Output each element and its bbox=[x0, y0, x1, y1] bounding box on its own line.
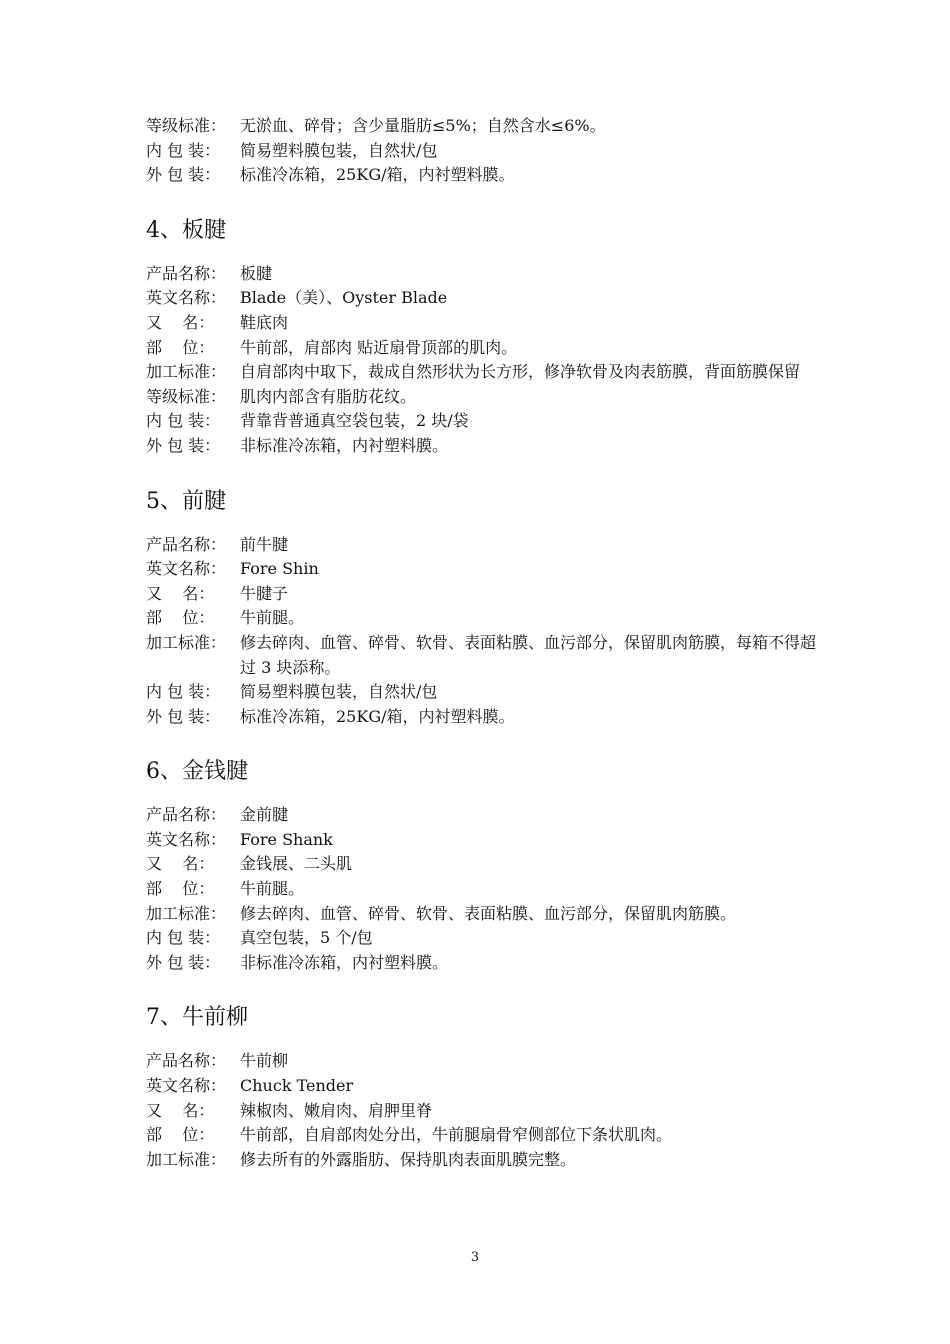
field-value: 修去碎肉、血管、碎骨、软骨、表面粘膜、血污部分，保留肌肉筋膜。 bbox=[240, 903, 737, 923]
field-row bbox=[146, 286, 816, 311]
intro-row-grade bbox=[146, 114, 816, 139]
field-label: 加工标准： bbox=[146, 1149, 227, 1169]
section-heading: 5、前腱 bbox=[146, 488, 226, 514]
field-row bbox=[146, 926, 816, 951]
field-label: 又 名： bbox=[146, 583, 215, 603]
field-row bbox=[146, 385, 816, 410]
section-heading: 7、牛前柳 bbox=[146, 1005, 248, 1031]
field-value: Chuck Tender bbox=[240, 1076, 354, 1096]
field-value: 真空包装，5 个/包 bbox=[240, 928, 373, 948]
field-row bbox=[146, 852, 816, 877]
field-label: 部 位： bbox=[146, 879, 215, 899]
field-row bbox=[146, 606, 816, 631]
field-value: 牛前部，自肩部肉处分出，牛前腿扇骨窄侧部位下条状肌肉。 bbox=[240, 1125, 673, 1145]
field-label: 外 包 装： bbox=[146, 435, 221, 455]
field-label: 英文名称： bbox=[146, 1076, 227, 1096]
field-value: 前牛腱 bbox=[240, 534, 289, 554]
field-row bbox=[146, 1099, 816, 1124]
field-label: 内 包 装： bbox=[146, 411, 221, 431]
field-value: 牛前腿。 bbox=[240, 879, 305, 899]
field-value: 非标准冷冻箱，内衬塑料膜。 bbox=[240, 435, 449, 455]
field-row bbox=[146, 877, 816, 902]
section-blade bbox=[146, 216, 816, 459]
field-label: 产品名称： bbox=[146, 1051, 227, 1071]
field-value: 鞋底肉 bbox=[240, 312, 289, 332]
field-label: 外 包 装： bbox=[146, 706, 221, 726]
field-label: 又 名： bbox=[146, 312, 215, 332]
field-value: 金钱展、二头肌 bbox=[240, 854, 353, 874]
document-body bbox=[146, 114, 816, 1172]
field-label: 英文名称： bbox=[146, 559, 227, 579]
field-value: 自肩部肉中取下，裁成自然形状为长方形，修净软骨及肉表筋膜，背面筋膜保留 bbox=[240, 362, 801, 382]
field-value: Blade（美）、Oyster Blade bbox=[240, 288, 448, 308]
field-value: 肌肉内部含有脂肪花纹。 bbox=[240, 386, 417, 406]
field-label: 加工标准： bbox=[146, 632, 227, 652]
field-row bbox=[146, 336, 816, 361]
field-row bbox=[146, 1148, 816, 1173]
field-value: 背靠背普通真空袋包装，2 块/袋 bbox=[240, 411, 469, 431]
field-value: 辣椒肉、嫩肩肉、肩胛里脊 bbox=[240, 1100, 433, 1120]
field-value: 板腱 bbox=[240, 263, 273, 283]
field-label: 外 包 装： bbox=[146, 952, 221, 972]
field-label: 内 包 装： bbox=[146, 140, 221, 160]
field-label: 加工标准： bbox=[146, 362, 227, 382]
field-row bbox=[146, 951, 816, 976]
field-label: 产品名称： bbox=[146, 805, 227, 825]
field-value: 简易塑料膜包装，自然状/包 bbox=[240, 140, 438, 160]
field-row bbox=[146, 262, 816, 287]
field-label: 又 名： bbox=[146, 1100, 215, 1120]
field-value: 修去碎肉、血管、碎骨、软骨、表面粘膜、血污部分，保留肌肉筋膜，每箱不得超过 3 块添称。 bbox=[240, 632, 817, 677]
intro-block bbox=[146, 114, 816, 188]
field-label: 又 名： bbox=[146, 854, 215, 874]
field-row bbox=[146, 582, 816, 607]
field-row bbox=[146, 902, 816, 927]
field-row bbox=[146, 409, 816, 434]
field-value: 简易塑料膜包装，自然状/包 bbox=[240, 682, 438, 702]
field-row bbox=[146, 557, 816, 582]
field-label: 外 包 装： bbox=[146, 165, 221, 185]
field-label: 等级标准： bbox=[146, 386, 227, 406]
field-label: 部 位： bbox=[146, 608, 215, 628]
field-value: 牛前部，肩部肉 贴近扇骨顶部的肌肉。 bbox=[240, 337, 518, 357]
field-row bbox=[146, 1123, 816, 1148]
field-value: 牛前柳 bbox=[240, 1051, 289, 1071]
field-label: 等级标准： bbox=[146, 116, 227, 135]
intro-row-outer-pack bbox=[146, 163, 816, 188]
field-row bbox=[146, 1074, 816, 1099]
field-label: 英文名称： bbox=[146, 288, 227, 308]
page-number: 3 bbox=[470, 1250, 480, 1265]
field-row bbox=[146, 705, 816, 730]
field-row bbox=[146, 828, 816, 853]
field-value: Fore Shin bbox=[240, 559, 319, 579]
field-value: 标准冷冻箱，25KG/箱，内衬塑料膜。 bbox=[240, 706, 515, 726]
field-label: 内 包 装： bbox=[146, 928, 221, 948]
field-value: 牛腱子 bbox=[240, 583, 289, 603]
field-row bbox=[146, 434, 816, 459]
field-row bbox=[146, 631, 816, 680]
field-value: 修去所有的外露脂肪、保持肌肉表面肌膜完整。 bbox=[240, 1149, 577, 1169]
field-row bbox=[146, 311, 816, 336]
section-heading: 6、金钱腱 bbox=[146, 759, 248, 785]
field-label: 内 包 装： bbox=[146, 682, 221, 702]
field-row bbox=[146, 680, 816, 705]
field-label: 加工标准： bbox=[146, 903, 227, 923]
field-value: Fore Shank bbox=[240, 829, 333, 849]
field-value: 标准冷冻箱，25KG/箱，内衬塑料膜。 bbox=[240, 165, 515, 185]
field-value: 牛前腿。 bbox=[240, 608, 305, 628]
field-label: 部 位： bbox=[146, 1125, 215, 1145]
intro-row-inner-pack bbox=[146, 139, 816, 164]
section-fore-shank bbox=[146, 757, 816, 975]
field-value: 无淤血、碎骨；含少量脂肪≤5%；自然含水≤6%。 bbox=[240, 116, 606, 135]
field-label: 产品名称： bbox=[146, 263, 227, 283]
field-label: 部 位： bbox=[146, 337, 215, 357]
field-label: 英文名称： bbox=[146, 829, 227, 849]
field-value: 非标准冷冻箱，内衬塑料膜。 bbox=[240, 952, 449, 972]
field-value: 金前腱 bbox=[240, 805, 289, 825]
field-row bbox=[146, 803, 816, 828]
field-row bbox=[146, 360, 816, 385]
field-row bbox=[146, 533, 816, 558]
section-chuck-tender bbox=[146, 1003, 816, 1172]
section-fore-shin bbox=[146, 487, 816, 730]
field-row bbox=[146, 1049, 816, 1074]
field-label: 产品名称： bbox=[146, 534, 227, 554]
section-heading: 4、板腱 bbox=[146, 217, 226, 243]
